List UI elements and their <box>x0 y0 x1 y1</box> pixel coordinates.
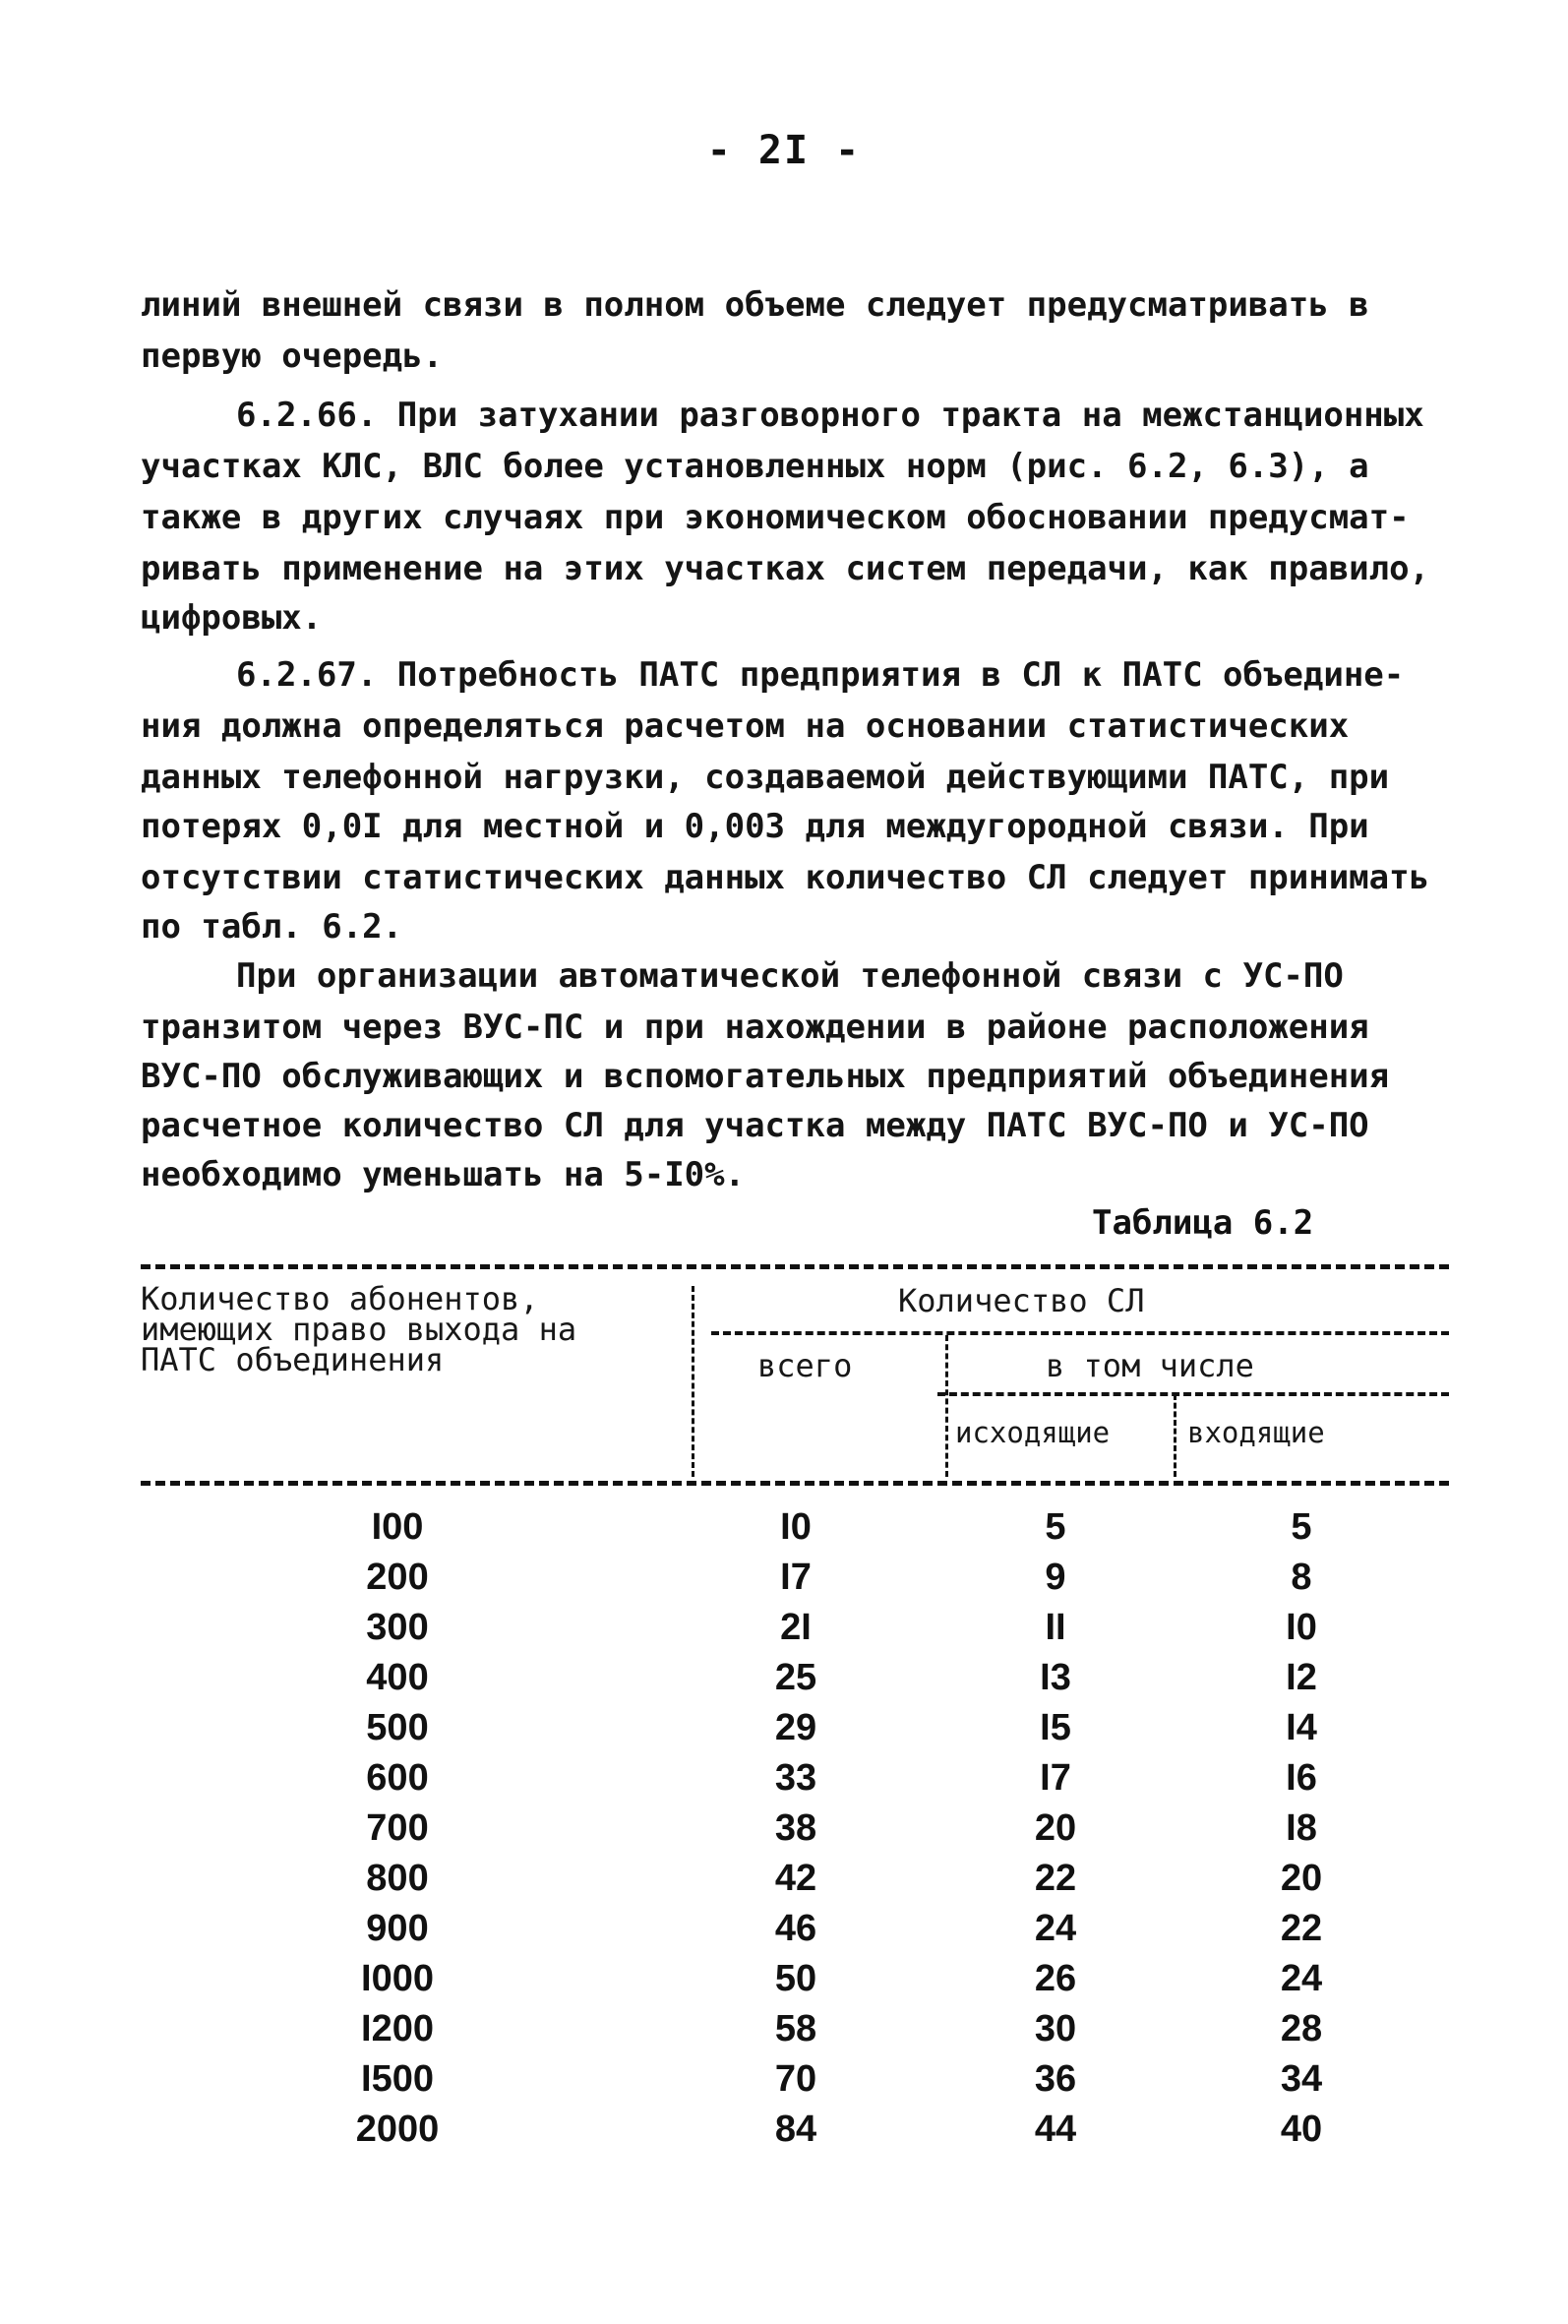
header-total: всего <box>757 1347 853 1384</box>
table-subheader-rule <box>937 1392 1449 1396</box>
table-cell: 5 <box>1291 1506 1312 1548</box>
text-line: ривать применение на этих участках систем передачи, как правило, <box>141 549 1430 588</box>
text-line: первую очередь. <box>141 336 444 376</box>
header-subscribers-line2: имеющих право выхода на <box>141 1311 577 1348</box>
text-line: цифровых. <box>141 598 323 638</box>
table-cell: 24 <box>1280 1958 1323 1999</box>
text-line: 6.2.67. Потребность ПАТС предприятия в СЛ к ПАТС объедине- <box>236 655 1405 695</box>
table-cell: 800 <box>366 1858 429 1899</box>
text-line: данных телефонной нагрузки, создаваемой действующими ПАТС, при <box>141 758 1390 797</box>
table-cell: I0 <box>780 1506 812 1548</box>
table-cell: I0 <box>1286 1607 1317 1648</box>
table-cell: 5 <box>1045 1506 1066 1548</box>
header-subscribers-line3: ПАТС объединения <box>141 1341 445 1378</box>
text-line: по табл. 6.2. <box>141 907 403 947</box>
text-line: также в других случаях при экономическом обосновании предусмат- <box>141 498 1410 537</box>
text-line: 6.2.66. При затухании разговорного тракта на межстанционных <box>236 396 1424 435</box>
table-cell: 25 <box>774 1657 817 1698</box>
table-column-rule <box>692 1286 694 1477</box>
table-cell: I4 <box>1286 1707 1317 1748</box>
header-incoming: входящие <box>1187 1416 1325 1449</box>
data-table <box>141 1264 1449 2189</box>
table-cell: 70 <box>774 2058 817 2100</box>
table-top-rule <box>141 1264 1449 1269</box>
table-cell: 24 <box>1034 1908 1077 1949</box>
table-cell: 29 <box>774 1707 817 1748</box>
table-cell: I2 <box>1286 1657 1317 1698</box>
table-cell: 84 <box>774 2109 817 2150</box>
table-cell: 9 <box>1045 1557 1066 1598</box>
text-line: участках КЛС, ВЛС более установленных норм (рис. 6.2, 6.3), а <box>141 447 1369 486</box>
table-cell: I7 <box>780 1557 812 1598</box>
table-cell: 36 <box>1034 2058 1077 2100</box>
header-lines-count: Количество СЛ <box>898 1282 1145 1319</box>
table-cell: 42 <box>774 1858 817 1899</box>
table-column-rule <box>945 1335 948 1477</box>
table-cell: 30 <box>1034 2008 1077 2049</box>
table-cell: 2I <box>780 1607 812 1648</box>
table-cell: 44 <box>1034 2109 1077 2150</box>
table-cell: I5 <box>1040 1707 1071 1748</box>
table-cell: 22 <box>1034 1858 1077 1899</box>
text-line: ния должна определяться расчетом на основании статистических <box>141 706 1350 746</box>
text-line: транзитом через ВУС-ПС и при нахождении в районе расположения <box>141 1008 1369 1047</box>
text-line: расчетное количество СЛ для участка между ПАТС ВУС-ПО и УС-ПО <box>141 1106 1369 1145</box>
table-cell: 900 <box>366 1908 429 1949</box>
table-cell: I6 <box>1286 1757 1317 1799</box>
header-outgoing: исходящие <box>955 1416 1111 1449</box>
table-column-rule <box>1174 1394 1176 1477</box>
table-cell: 34 <box>1280 2058 1323 2100</box>
table-cell: 200 <box>366 1557 429 1598</box>
text-line: линий внешней связи в полном объеме следует предусматривать в <box>141 285 1369 325</box>
table-cell: I00 <box>371 1506 424 1548</box>
table-cell: 33 <box>774 1757 817 1799</box>
header-including: в том числе <box>1046 1347 1254 1384</box>
table-cell: I7 <box>1040 1757 1071 1799</box>
table-cell: 500 <box>366 1707 429 1748</box>
table-caption: Таблица 6.2 <box>1092 1203 1314 1243</box>
text-line: При организации автоматической телефонной связи с УС-ПО <box>236 956 1344 996</box>
table-cell: 20 <box>1280 1858 1323 1899</box>
table-cell: I000 <box>361 1958 434 1999</box>
table-cell: 38 <box>774 1807 817 1849</box>
text-line: потерях 0,0I для местной и 0,003 для междугородной связи. При <box>141 807 1369 846</box>
table-cell: 46 <box>774 1908 817 1949</box>
table-cell: I200 <box>361 2008 434 2049</box>
table-cell: 300 <box>366 1607 429 1648</box>
table-cell: 400 <box>366 1657 429 1698</box>
table-cell: I8 <box>1286 1807 1317 1849</box>
text-line: необходимо уменьшать на 5-I0%. <box>141 1155 746 1194</box>
table-cell: 20 <box>1034 1807 1077 1849</box>
header-subscribers-line1: Количество абонентов, <box>141 1280 539 1317</box>
table-cell: 22 <box>1280 1908 1323 1949</box>
text-line: отсутствии статистических данных количество СЛ следует принимать <box>141 858 1430 897</box>
table-cell: 28 <box>1280 2008 1323 2049</box>
table-header-bottom-rule <box>141 1481 1449 1486</box>
table-cell: I3 <box>1040 1657 1071 1698</box>
page-number: - 2I - <box>706 128 862 173</box>
table-header-rule <box>711 1331 1449 1335</box>
table-cell: 50 <box>774 1958 817 1999</box>
table-cell: 40 <box>1280 2109 1323 2150</box>
table-cell: 600 <box>366 1757 429 1799</box>
table-cell: 58 <box>774 2008 817 2049</box>
table-cell: I500 <box>361 2058 434 2100</box>
table-cell: II <box>1045 1607 1066 1648</box>
table-cell: 700 <box>366 1807 429 1849</box>
table-cell: 26 <box>1034 1958 1077 1999</box>
table-cell: 2000 <box>355 2109 440 2150</box>
text-line: ВУС-ПО обслуживающих и вспомогательных предприятий объединения <box>141 1057 1390 1096</box>
table-cell: 8 <box>1291 1557 1312 1598</box>
